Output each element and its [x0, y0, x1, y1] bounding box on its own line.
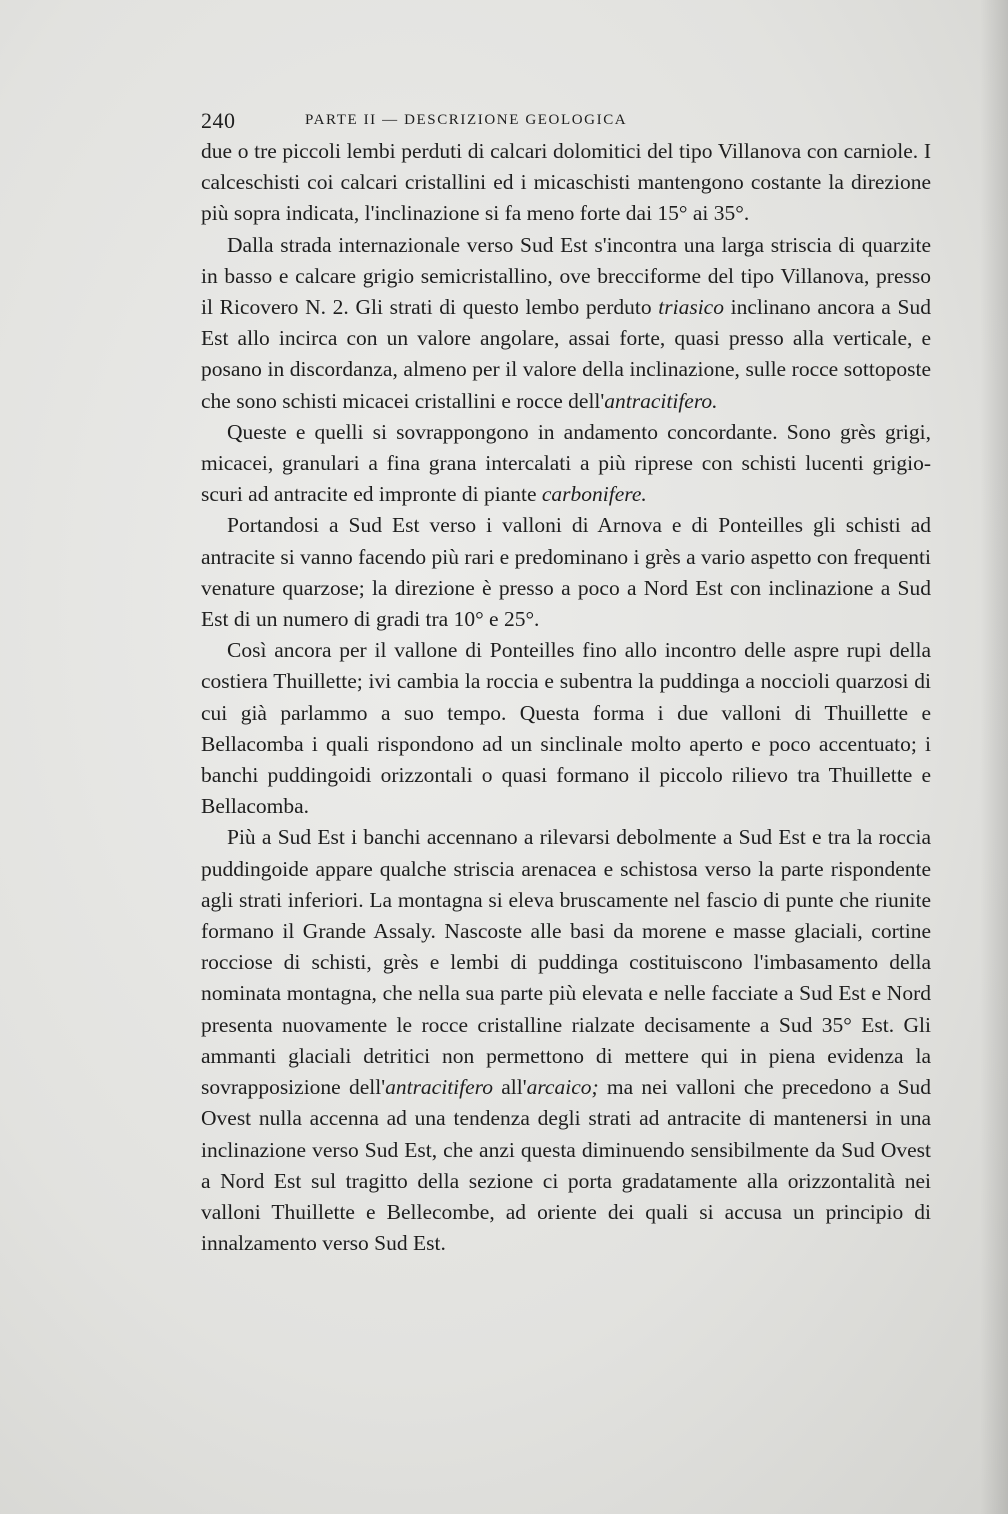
paragraph-3-text: Queste e quelli si sovrappongono in andamento concordante. Sono grès grigi, micacei, granulari a fina grana intercalati a più riprese con schisti lucenti grigio-scuri ad antracite ed impronte di piante	[201, 419, 931, 507]
italic-term-antracitifero: antracitifero.	[604, 388, 718, 413]
paragraph-6	[201, 822, 931, 1259]
italic-term-carbonifere: carbonifere.	[541, 482, 647, 507]
paragraph-2-text-a: Dalla strada internazionale verso Sud Est s'incontra una larga striscia di quarzite in basso e calcare grigio semicristallino, ove brecciforme del tipo Villanova, presso il Ricovero N. 2. Gli strati di questo lembo perduto	[201, 232, 931, 320]
paragraph-3	[201, 417, 931, 511]
paragraph-4	[201, 510, 931, 635]
running-head: PARTE II — DESCRIZIONE GEOLOGICA	[305, 112, 628, 128]
page-header	[201, 108, 931, 134]
body-text	[201, 136, 931, 1259]
italic-term-triasico: triasico	[658, 295, 724, 320]
italic-term-antracitifero-2: antracitifero	[385, 1075, 493, 1100]
italic-term-arcaico: arcaico;	[526, 1075, 599, 1100]
paragraph-5-text: Così ancora per il vallone di Ponteilles fino allo incontro delle aspre rupi della costiera Thuillette; ivi cambia la roccia e subentra la puddinga a noccioli quarzosi di cui già parlammo a suo tempo. Questa forma i due valloni di Thuillette e Bellacomba i quali rispondono ad un sinclinale molto aperto e poco accentuato; i banchi puddingoidi orizzontali o quasi formano il piccolo rilievo tra Thuillette e Bellacomba.	[201, 638, 931, 819]
paragraph-5	[201, 635, 931, 822]
paragraph-2	[201, 230, 931, 417]
paragraph-6-text-c: ma nei valloni che precedono a Sud Ovest nulla accenna ad una tendenza degli strati ad antracite di mantenersi in una inclinazione verso Sud Est, che anzi questa diminuendo sensibilmente da Sud Ovest a Nord Est sul tragitto della sezione ci porta gradatamente alla orizzontalità nei valloni Thuillette e Bellecombe, ad oriente dei quali si accusa un principio di innalzamento verso Sud Est.	[201, 1075, 932, 1256]
page-number: 240	[201, 108, 236, 133]
paragraph-1	[201, 136, 931, 230]
paragraph-4-text: Portandosi a Sud Est verso i valloni di Arnova e di Ponteilles gli schisti ad antracite si vanno facendo più rari e predominano i grès a vario aspetto con frequenti venature quarzose; la direzione è presso a poco a Nord Est con inclinazione a Sud Est di un numero di gradi tra 10° e 25°.	[201, 513, 931, 632]
page-edge-shadow	[980, 0, 1008, 1514]
paragraph-6-text-b: all'	[492, 1075, 527, 1100]
paragraph-2-text-b: inclinano ancora a Sud Est allo incirca con un valore angolare, assai forte, quasi presso alla verticale, e posano in discordanza, almeno per il valore della inclinazione, sulle rocce sottoposte che sono schisti micacei cristallini e rocce dell'	[201, 295, 931, 413]
paragraph-6-text-a: Più a Sud Est i banchi accennano a rilevarsi debolmente a Sud Est e tra la roccia puddingoide appare qualche striscia arenacea e schistosa verso la parte rispondente agli strati inferiori. La montagna si eleva bruscamente nel fascio di punte che riunite formano il Grande Assaly. Nascoste alle basi da morene e masse glaciali, cortine rocciose di schisti, grès e lembi di puddinga costituiscono l'imbasamento della nominata montagna, che nella sua parte più elevata e nelle facciate a Sud Est e Nord presenta nuovamente le rocce cristalline rialzate decisamente a Sud 35° Est. Gli ammanti glaciali detritici non permettono di mettere qui in piena evidenza la sovrapposizione dell'	[201, 825, 931, 1100]
paragraph-1-text: due o tre piccoli lembi perduti di calcari dolomitici del tipo Villanova con carniole. I calceschisti coi calcari cristallini ed i micaschisti mantengono costante la direzione più sopra indicata, l'inclinazione si fa meno forte dai 15° ai 35°.	[201, 139, 931, 226]
